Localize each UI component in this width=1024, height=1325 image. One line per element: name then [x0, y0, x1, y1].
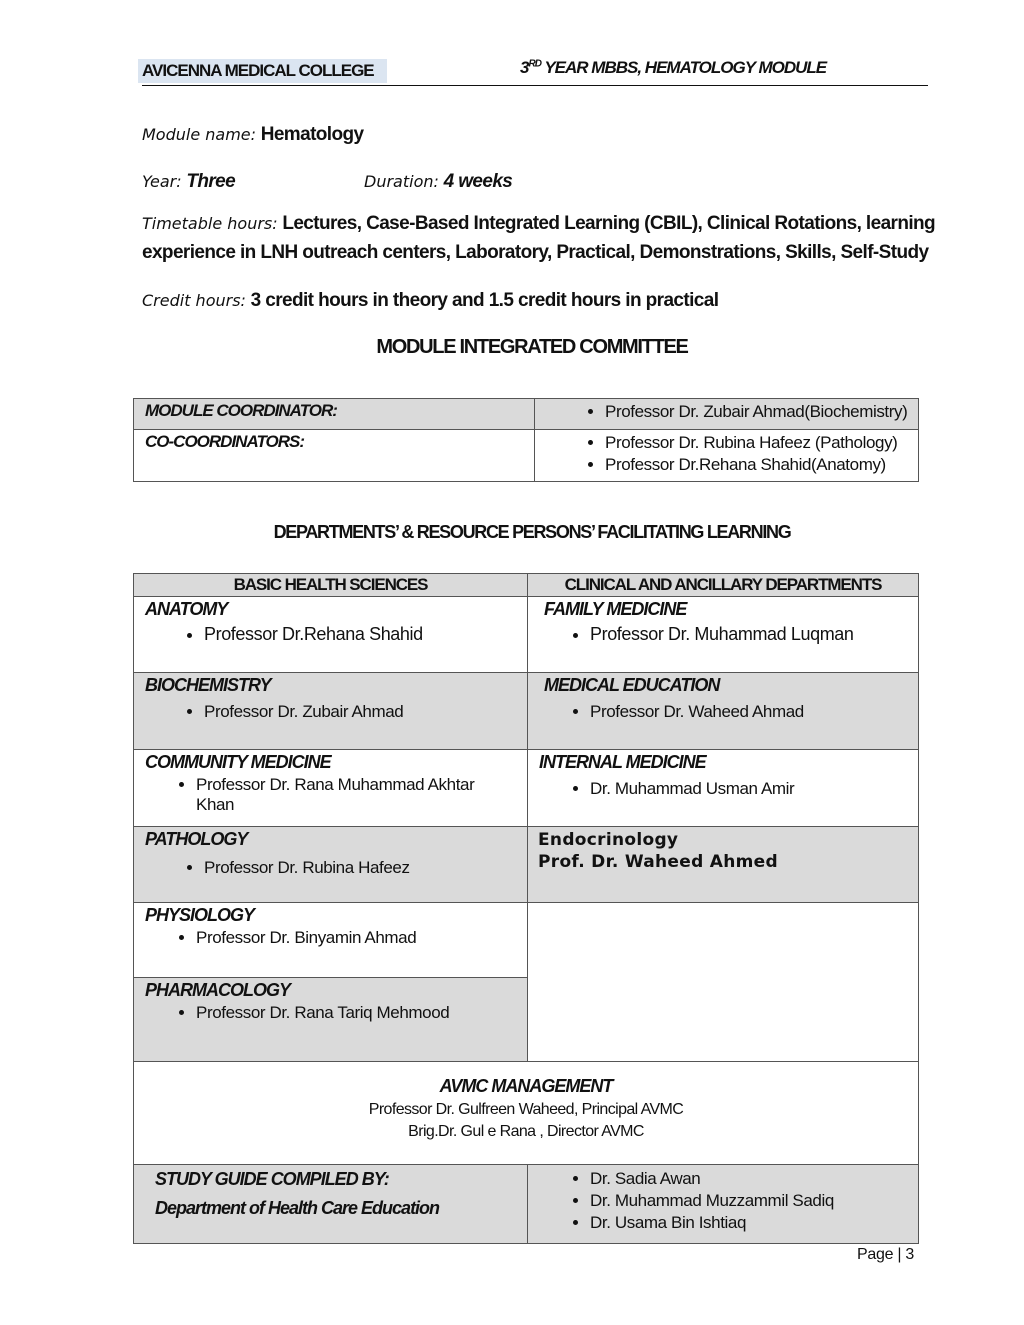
module-heading-suffix: YEAR MBBS, HEMATOLOGY MODULE	[540, 58, 827, 77]
internal-medicine-person: • Dr. Muhammad Usman Amir	[590, 779, 918, 799]
dept-row-3	[134, 750, 919, 827]
timetable-value-2: experience in LNH outreach centers, Laboratory, Practical, Demonstrations, Skills, Self-Study	[142, 242, 929, 263]
cocoordinators-list	[535, 433, 918, 475]
biochemistry-cell	[134, 673, 528, 750]
departments-title: DEPARTMENTS’ & RESOURCE PERSONS’ FACILITATING LEARNING	[273, 522, 791, 542]
dept-row-4	[134, 827, 919, 903]
medical-education-name: MEDICAL EDUCATION	[544, 675, 720, 695]
module-heading-sup: RD	[528, 58, 541, 70]
compiled-row	[134, 1165, 919, 1244]
biochemistry-list	[134, 702, 527, 722]
module-heading	[520, 58, 826, 78]
clinical-header: CLINICAL AND ANCILLARY DEPARTMENTS	[564, 575, 882, 594]
year-label: Year:	[142, 172, 182, 191]
pathology-name: PATHOLOGY	[145, 829, 248, 849]
cocoordinators-label-cell	[134, 430, 535, 482]
internal-medicine-name: INTERNAL MEDICINE	[539, 752, 706, 772]
page-number: Page | 3	[857, 1246, 914, 1263]
medical-education-person: • Professor Dr. Waheed Ahmad	[590, 702, 918, 722]
family-medicine-name: FAMILY MEDICINE	[544, 599, 687, 619]
year-value: Three	[186, 171, 236, 192]
dept-row-1	[134, 597, 919, 673]
pathology-list	[134, 858, 527, 878]
duration-line	[364, 171, 512, 193]
dept-row-5	[134, 903, 919, 978]
compiled-persons-cell	[528, 1165, 919, 1244]
committee-title: MODULE INTEGRATED COMMITTEE	[376, 336, 688, 358]
anatomy-person: • Professor Dr.Rehana Shahid	[204, 624, 527, 645]
departments-table	[133, 573, 919, 1244]
duration-value: 4 weeks	[443, 171, 513, 192]
credit-value: 3 credit hours in theory and 1.5 credit hours in practical	[250, 290, 719, 311]
coordinator-cell	[535, 399, 919, 430]
pathology-person: • Professor Dr. Rubina Hafeez	[204, 858, 527, 878]
compiled-label: STUDY GUIDE COMPILED BY:	[155, 1169, 389, 1189]
management-title: AVMC MANAGEMENT	[439, 1076, 613, 1096]
family-medicine-cell	[528, 597, 919, 673]
timetable-value-1: Lectures, Case-Based Integrated Learning (CBIL), Clinical Rotations, learning	[282, 213, 936, 234]
medical-education-list	[528, 702, 918, 722]
compiled-person: • Dr. Sadia Awan	[590, 1169, 918, 1189]
cocoordinators-label: CO-COORDINATORS:	[145, 432, 305, 451]
anatomy-name: ANATOMY	[145, 599, 228, 619]
cocoordinators-cell	[535, 430, 919, 482]
coordinator-label-cell	[134, 399, 535, 430]
pharmacology-list	[134, 1003, 527, 1023]
committee-row-cocoordinators	[134, 430, 919, 482]
compiled-person: • Dr. Muhammad Muzzammil Sadiq	[590, 1191, 918, 1211]
internal-medicine-list	[528, 779, 918, 799]
biochemistry-name: BIOCHEMISTRY	[145, 675, 271, 695]
endocrinology-name: Endocrinology	[538, 830, 679, 850]
compiled-department: Department of Health Care Education	[155, 1198, 440, 1218]
management-director: Brig.Dr. Gul e Rana , Director AVMC	[408, 1123, 644, 1140]
community-medicine-person: • Professor Dr. Rana Muhammad Akhtar Khan	[196, 775, 486, 815]
community-medicine-list	[134, 775, 486, 815]
coordinator-list	[535, 402, 918, 422]
physiology-person: • Professor Dr. Binyamin Ahmad	[196, 928, 527, 948]
family-medicine-person: • Professor Dr. Muhammad Luqman	[590, 624, 918, 645]
coordinator-item: • Professor Dr. Zubair Ahmad(Biochemistry)	[605, 402, 918, 422]
coordinator-label: MODULE COORDINATOR:	[145, 401, 337, 420]
endocrinology-cell	[528, 827, 919, 903]
physiology-cell	[134, 903, 528, 978]
internal-medicine-cell	[528, 750, 919, 827]
family-medicine-list	[528, 624, 918, 645]
module-name-label: Module name:	[142, 125, 257, 144]
committee-table	[133, 398, 919, 482]
header-rule	[142, 85, 928, 86]
dept-row-2	[134, 673, 919, 750]
compiled-person: • Dr. Usama Bin Ishtiaq	[590, 1213, 918, 1233]
endocrinology-person: Prof. Dr. Waheed Ahmed	[538, 852, 778, 872]
module-name-value: Hematology	[260, 124, 364, 145]
pharmacology-person: • Professor Dr. Rana Tariq Mehmood	[196, 1003, 527, 1023]
community-medicine-name: COMMUNITY MEDICINE	[145, 752, 331, 772]
cocoordinator-item: • Professor Dr. Rubina Hafeez (Pathology)	[605, 433, 918, 453]
departments-header-row	[134, 574, 919, 597]
compiled-label-cell	[134, 1165, 528, 1244]
pharmacology-cell	[134, 978, 528, 1062]
compiled-persons-list	[528, 1169, 918, 1233]
anatomy-list	[134, 624, 527, 645]
basic-header: BASIC HEALTH SCIENCES	[233, 575, 428, 594]
cocoordinator-item: • Professor Dr.Rehana Shahid(Anatomy)	[605, 455, 918, 475]
credit-label: Credit hours:	[142, 291, 246, 310]
management-row	[134, 1062, 919, 1165]
community-medicine-cell	[134, 750, 528, 827]
module-heading-prefix: 3	[520, 58, 529, 77]
biochemistry-person: • Professor Dr. Zubair Ahmad	[204, 702, 527, 722]
physiology-name: PHYSIOLOGY	[145, 905, 255, 925]
committee-row-coordinator	[134, 399, 919, 430]
pharmacology-name: PHARMACOLOGY	[145, 980, 290, 1000]
timetable-label: Timetable hours:	[142, 214, 278, 233]
year-line	[142, 171, 235, 193]
duration-label: Duration:	[364, 172, 439, 191]
college-name: AVICENNA MEDICAL COLLEGE	[138, 59, 387, 83]
medical-education-cell	[528, 673, 919, 750]
basic-header-cell	[134, 574, 528, 597]
clinical-header-cell	[528, 574, 919, 597]
management-cell	[134, 1062, 919, 1165]
physiology-list	[134, 928, 527, 948]
credit-line	[142, 290, 718, 312]
management-principal: Professor Dr. Gulfreen Waheed, Principal AVMC	[368, 1101, 684, 1118]
anatomy-cell	[134, 597, 528, 673]
timetable-line	[142, 213, 935, 235]
pathology-cell	[134, 827, 528, 903]
module-name-line	[142, 124, 363, 146]
empty-cell	[528, 903, 919, 1062]
